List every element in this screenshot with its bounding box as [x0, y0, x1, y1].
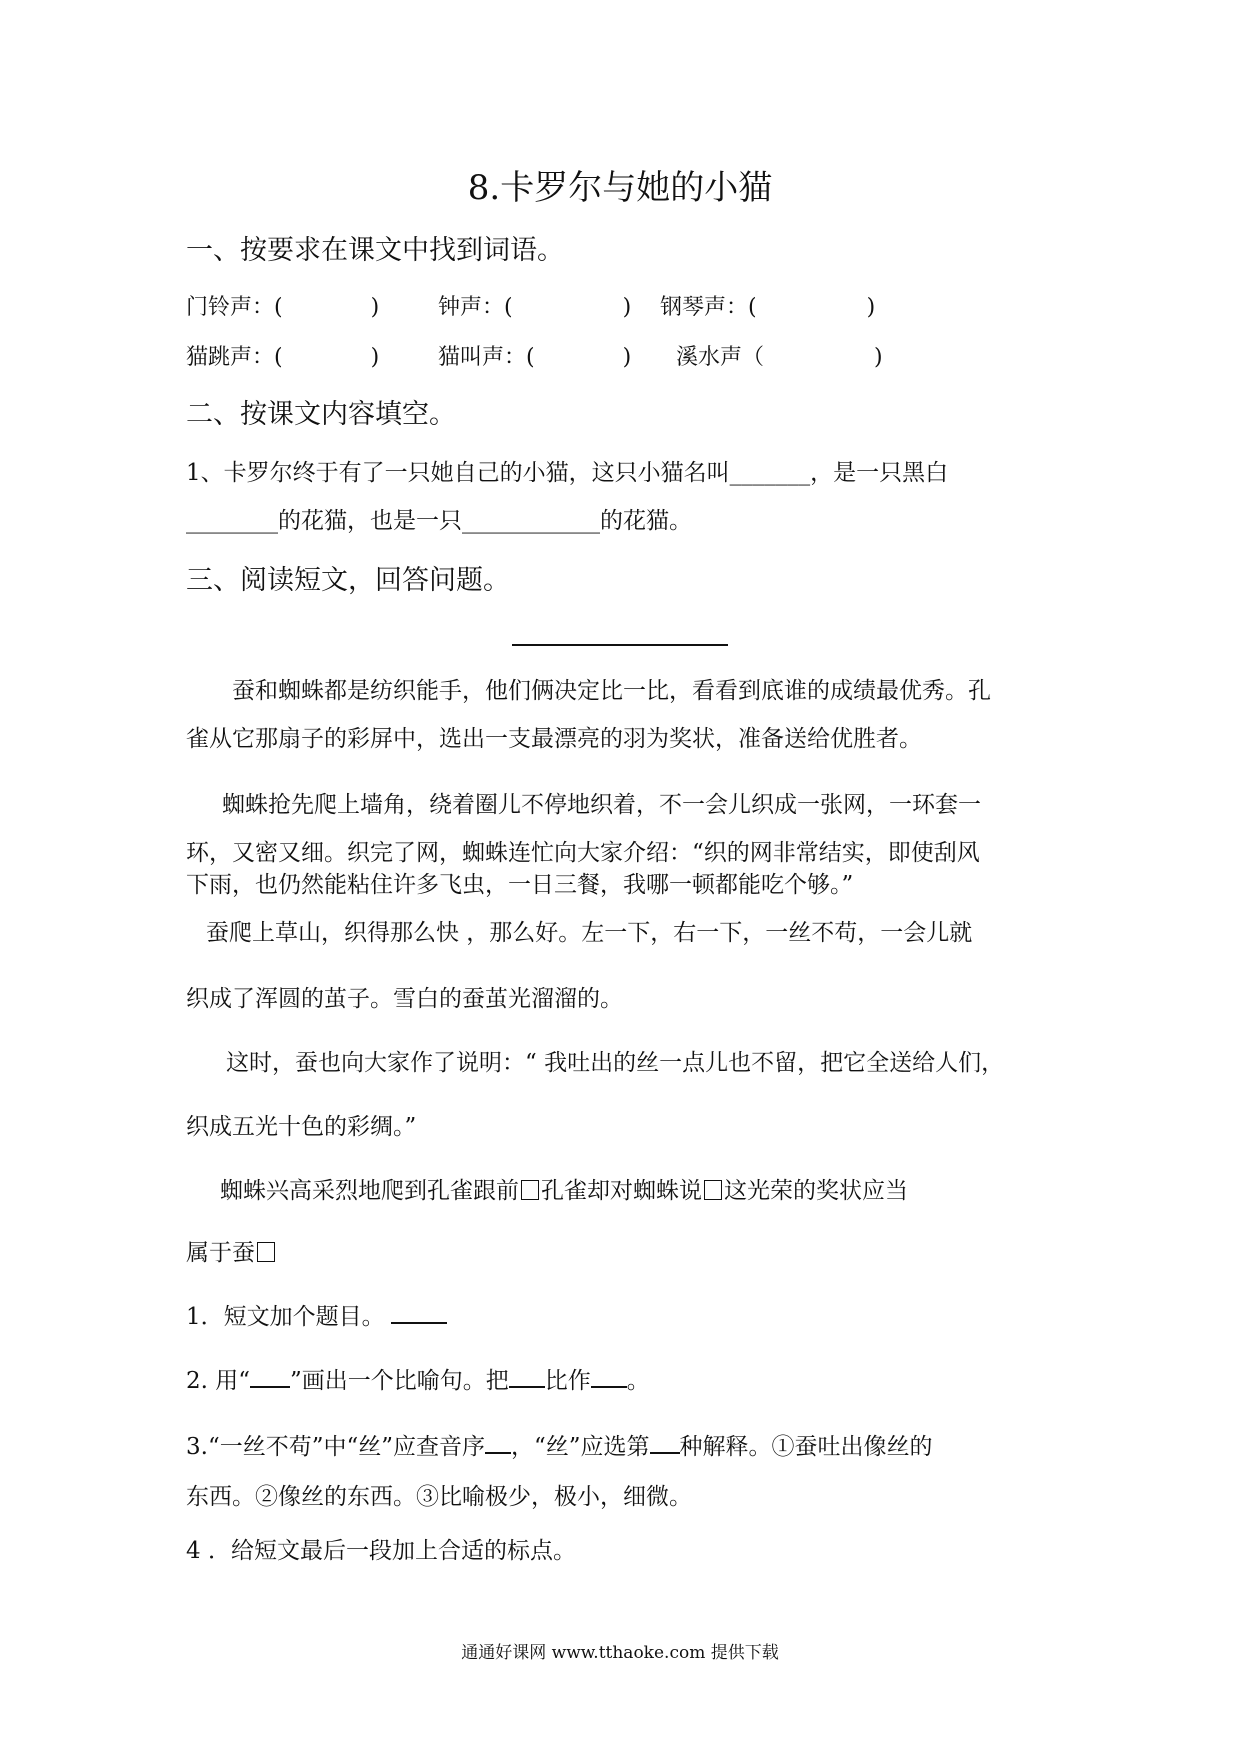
answer-blank[interactable] — [591, 1364, 627, 1388]
question-2-text-4: 。 — [626, 1368, 650, 1394]
question-3-text-1: 3.“一丝不苟”中“丝”应查音序 — [186, 1434, 485, 1460]
answer-blank[interactable] — [509, 1364, 545, 1388]
p5-text-1: 蜘蛛兴高采烈地爬到孔雀跟前 — [220, 1178, 519, 1204]
passage-p5-line2 — [186, 1234, 277, 1267]
passage-p2-line3: 下雨，也仍然能粘住许多飞虫，一日三餐，我哪一顿都能吃个够。” — [186, 872, 854, 898]
punctuation-box[interactable] — [257, 1242, 275, 1262]
question-2 — [186, 1362, 650, 1395]
passage-p5-line1 — [220, 1172, 908, 1205]
word-item-cat-jump: 猫跳声：( ) — [186, 345, 380, 370]
question-1-text: 1．短文加个题目。 — [186, 1304, 385, 1330]
section1-heading: 一、按要求在课文中找到词语。 — [186, 235, 564, 266]
passage-p3-line2: 织成了浑圆的茧子。雪白的蚕茧光溜溜的。 — [186, 986, 623, 1012]
passage-p1-line1: 蚕和蜘蛛都是纺织能手，他们俩决定比一比，看看到底谁的成绩最优秀。孔 — [232, 678, 991, 704]
p5-text-3: 这光荣的奖状应当 — [724, 1178, 908, 1204]
footer-credit: 通通好课网 www.tthaoke.com 提供下载 — [461, 1643, 779, 1663]
word-item-clock: 钟声：( ) — [438, 295, 632, 320]
question-3-line2: 东西。②像丝的东西。③比喻极少，极小，细微。 — [186, 1484, 692, 1510]
p5-text-2: 孔雀却对蜘蛛说 — [541, 1178, 702, 1204]
answer-blank[interactable] — [250, 1364, 290, 1388]
passage-p1-line2: 雀从它那扇子的彩屏中，选出一支最漂亮的羽为奖状，准备送给优胜者。 — [186, 726, 922, 752]
page-title: 8.卡罗尔与她的小猫 — [467, 168, 773, 208]
passage-p4-line1: 这时，蚕也向大家作了说明：“ 我吐出的丝一点儿也不留，把它全送给人们， — [226, 1050, 1005, 1076]
answer-blank[interactable] — [485, 1430, 511, 1454]
answer-blank[interactable] — [391, 1300, 447, 1324]
question-4: 4 ．给短文最后一段加上合适的标点。 — [186, 1538, 576, 1564]
word-item-doorbell: 门铃声：( ) — [186, 295, 380, 320]
section3-heading: 三、阅读短文，回答问题。 — [186, 565, 510, 596]
answer-blank[interactable] — [650, 1430, 680, 1454]
section2-heading: 二、按课文内容填空。 — [186, 399, 456, 430]
passage-p2-line2: 环，又密又细。织完了网，蜘蛛连忙向大家介绍：“织的网非常结实，即使刮风 — [186, 840, 980, 866]
word-item-cat-meow: 猫叫声：( ) — [438, 345, 632, 370]
fill-line-2: ________的花猫，也是一只____________的花猫。 — [186, 508, 692, 534]
question-2-text-3: 比作 — [544, 1368, 591, 1394]
question-1 — [186, 1298, 447, 1331]
word-item-piano: 钢琴声：( ) — [660, 295, 876, 320]
title-blank-line — [512, 644, 728, 646]
passage-p4-line2: 织成五光十色的彩绸。” — [186, 1114, 417, 1140]
question-2-text-1: 2. 用“ — [186, 1368, 251, 1394]
word-item-stream: 溪水声（ ) — [676, 345, 883, 370]
passage-p3-line1: 蚕爬上草山，织得那么快 ，那么好。左一下，右一下，一丝不苟，一会儿就 — [206, 920, 973, 946]
p5-text-4: 属于蚕 — [186, 1240, 255, 1266]
punctuation-box[interactable] — [521, 1180, 539, 1200]
punctuation-box[interactable] — [704, 1180, 722, 1200]
passage-p2-line1: 蜘蛛抢先爬上墙角，绕着圈儿不停地织着，不一会儿织成一张网，一环套一 — [222, 792, 981, 818]
fill-line-1: 1、卡罗尔终于有了一只她自己的小猫，这只小猫名叫_______，是一只黑白 — [186, 460, 949, 486]
question-2-text-2: ”画出一个比喻句。把 — [290, 1368, 509, 1394]
question-3 — [186, 1428, 933, 1461]
question-3-text-2: ，“丝”应选第 — [510, 1434, 650, 1460]
question-3-text-3: 种解释。①蚕吐出像丝的 — [679, 1434, 933, 1460]
